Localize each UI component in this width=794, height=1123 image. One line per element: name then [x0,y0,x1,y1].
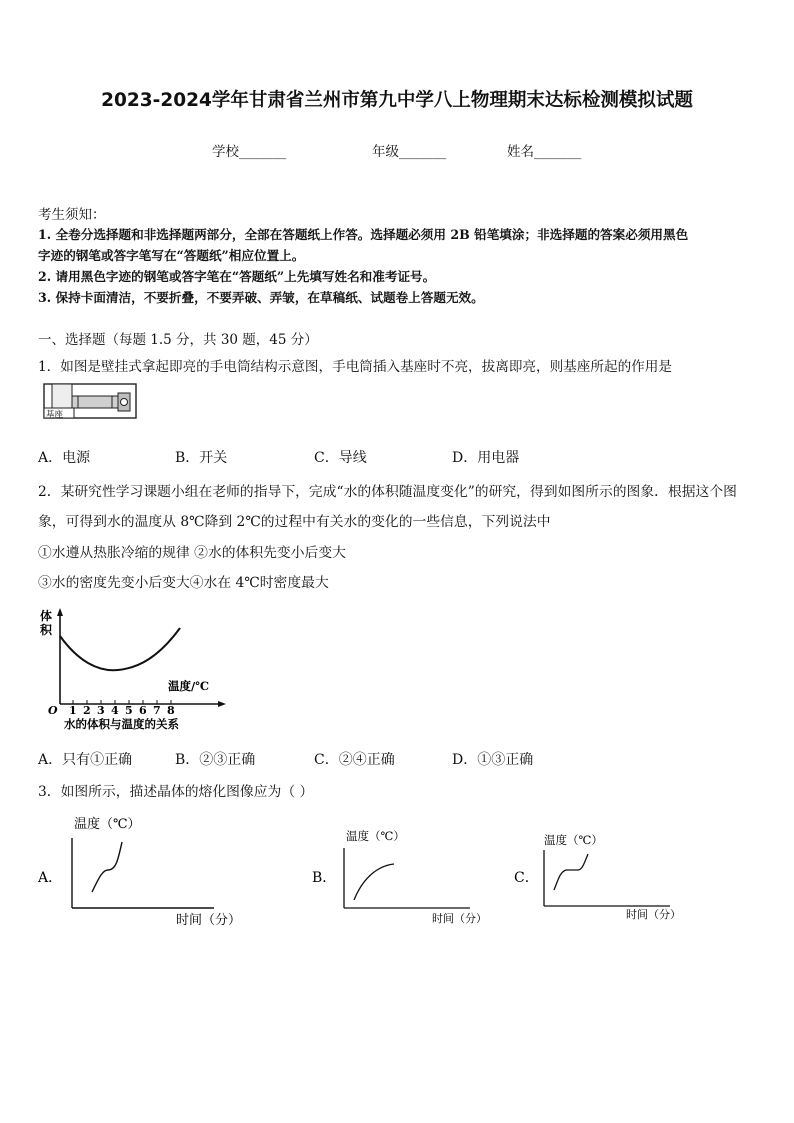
q3-graph-c-ylabel: 温度（℃） [544,833,603,847]
q2-option-d[interactable]: D．①③正确 [452,752,534,768]
q3-graph-a-xlabel: 时间（分） [176,913,242,928]
q2-tick-6: 6 [139,704,147,717]
q2-tick-1: 1 [69,704,77,717]
q3-graph-b-letter: B． [312,870,337,886]
q3-graph-c-curve [554,854,588,890]
q2-stem-2: 象，可得到水的温度从 8℃降到 2℃的过程中有关水的变化的一些信息，下列说法中 [38,514,551,530]
notice-heading: 考生须知： [38,207,106,223]
q2-y-arrow [57,608,63,616]
notice-line-1b: 字迹的钢笔或答字笔写在“答题纸”相应位置上。 [38,248,305,263]
q3-graph-b-xlabel: 时间（分） [432,912,487,925]
q3-graph-a-ylabel: 温度（℃） [74,817,141,832]
q2-option-c[interactable]: C．②④正确 [314,752,395,768]
q1-option-c[interactable]: C．导线 [314,450,367,466]
notice-line-1: 1. 全卷分选择题和非选择题两部分，全部在答题纸上作答。选择题必须用 2B 铅笔填涂；非选择题的答案必须用黑色 [38,227,689,242]
q2-option-b[interactable]: B．②③正确 [175,752,256,768]
q2-tick-5: 5 [125,704,133,717]
page-title: 2023-2024学年甘肃省兰州市第九中学八上物理期末达标检测模拟试题 [101,90,693,111]
q2-origin: O [48,704,58,717]
q2-statement-2: ③水的密度先变小后变大④水在 4℃时密度最大 [38,575,329,591]
school-field[interactable]: 学校_______ [212,144,287,160]
q3-graph-c[interactable] [512,826,712,928]
q2-volume-curve [60,628,180,670]
q2-tick-7: 7 [153,704,161,717]
q2-y-label-2: 积 [40,623,53,637]
q2-x-arrow [218,701,226,707]
q3-graph-c-letter: C． [514,870,539,886]
q3-graph-a-curve [92,842,122,892]
q2-graph-caption: 水的体积与温度的关系 [64,717,179,730]
q3-graph-a-letter: A． [38,870,63,886]
q1-option-b[interactable]: B．开关 [175,450,228,466]
q2-tick-3: 3 [97,704,105,717]
q3-graph-b-ylabel: 温度（℃） [346,829,405,843]
q1-figure-label: 基座 [46,410,64,420]
q1-stem: 1．如图是壁挂式拿起即亮的手电筒结构示意图，手电筒插入基座时不亮，拔离即亮，则基座所起的作用是 [38,359,672,375]
q2-stem-1: 2．某研究性学习课题小组在老师的指导下，完成“水的体积随温度变化”的研究，得到如图所示的图象．根据这个图 [38,484,737,500]
q2-statement-1: ①水遵从热胀冷缩的规律 ②水的体积先变小后变大 [38,545,346,561]
q3-stem: 3．如图所示，描述晶体的熔化图像应为（ ） [38,784,314,800]
name-field[interactable]: 姓名_______ [507,144,582,160]
notice-line-3: 3. 保持卡面清洁，不要折叠，不要弄破、弄皱，在草稿纸、试题卷上答题无效。 [38,290,484,305]
q2-volume-temperature-graph [38,606,228,730]
q1-flashlight-figure [42,381,140,425]
grade-field[interactable]: 年级_______ [372,144,447,160]
q1-option-a[interactable]: A．电源 [38,450,91,466]
q2-y-label-1: 体 [40,609,53,623]
q2-tick-4: 4 [111,704,119,717]
notice-line-2: 2. 请用黑色字迹的钢笔或答字笔在“答题纸”上先填写姓名和准考证号。 [38,269,436,284]
section-heading: 一、选择题（每题 1.5 分，共 30 题，45 分） [38,332,318,348]
q2-tick-8: 8 [167,704,175,717]
q2-x-label: 温度/℃ [168,679,209,693]
q3-graph-b[interactable] [312,826,512,928]
q2-option-a[interactable]: A．只有①正确 [38,752,133,768]
q2-tick-2: 2 [83,704,91,717]
q3-graph-b-curve [354,864,394,900]
q3-graph-c-xlabel: 时间（分） [626,908,681,921]
q3-graph-a[interactable] [34,812,254,930]
q1-option-d[interactable]: D．用电器 [452,450,520,466]
